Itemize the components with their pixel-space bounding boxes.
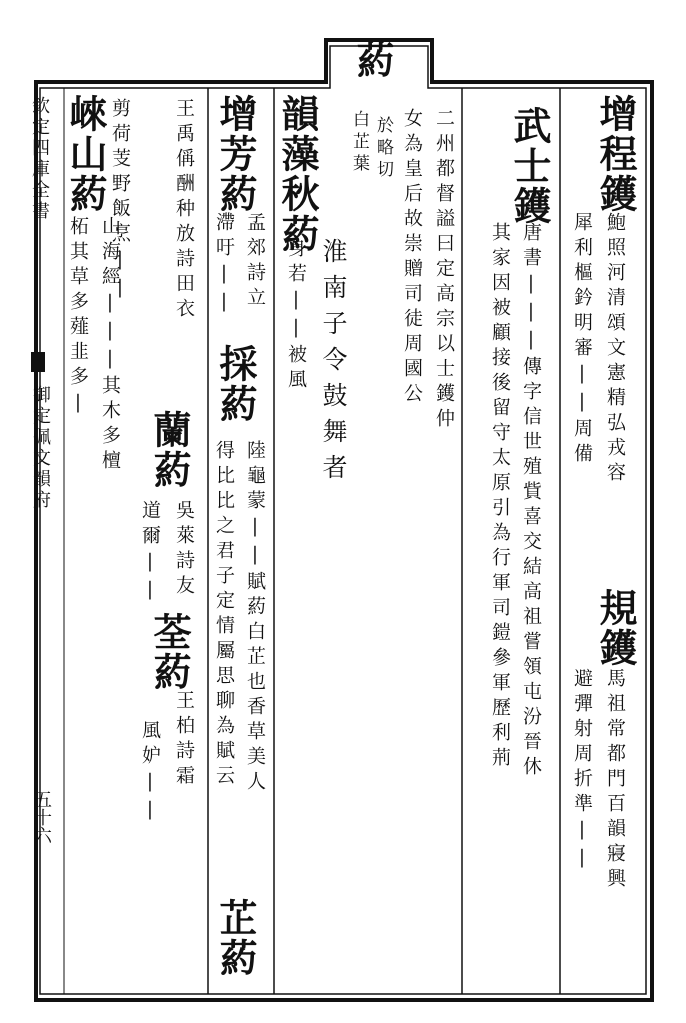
entry-headword: 荃葯	[147, 612, 192, 692]
entry-text: 道爾||	[139, 500, 161, 606]
entry-text: 其家因被顧接後留守太原引為行軍司鎧參軍歷利荊	[489, 222, 511, 772]
entry-headword: 增程鑊	[593, 94, 638, 214]
entry-text: 王禹偁酬种放詩田衣	[173, 98, 195, 323]
entry-text: 淮南子令鼓舞者	[319, 238, 348, 490]
fold-mark	[31, 352, 45, 372]
entry-text: 唐書|||傳字信世殖貲喜交結高祖嘗領屯汾晉休	[520, 222, 542, 781]
entry-text: 馬祖常都門百韻寢興	[604, 668, 626, 893]
entry-text: 犀利樞鈐明審||周備	[571, 212, 593, 468]
entry-text: 風妒||	[139, 720, 161, 826]
entry-headword: 芷葯	[213, 898, 258, 978]
entry-text: 陸龜蒙||賦葯白芷也香草美人	[244, 440, 266, 796]
entry-headword: 崍山葯	[63, 94, 108, 214]
volume-title: 御定佩文韻府	[30, 385, 51, 511]
entry-text: 吳萊詩友	[173, 500, 195, 600]
entry-text: 得比比之君子定情屬思聊為賦云	[213, 440, 235, 790]
entry-text: 女為皇后故崇贈司徒周國公	[401, 108, 423, 408]
headword-gloss: 白芷葉	[349, 110, 369, 176]
page-number: 五十六	[31, 790, 52, 844]
entry-text: 山海經|||其木多檀	[99, 216, 121, 475]
entry-text: 二州都督謚曰定高宗以士鑊仲	[433, 108, 455, 433]
entry-text: 柘其草多薤韭多|	[67, 216, 89, 419]
entry-headword: 韻藻秋葯	[275, 94, 320, 254]
entry-text: 王柏詩霜	[173, 690, 195, 790]
book-title: 欽定四庫全書	[29, 96, 50, 222]
headword: 葯	[350, 40, 395, 78]
entry-headword: 武士鑊	[507, 106, 552, 226]
entry-headword: 增芳葯	[213, 94, 258, 214]
entry-text: 滯吁||	[213, 212, 235, 318]
entry-text: 鮑照河清頌文憲精弘戎容	[604, 212, 626, 487]
headword-reading: 於略切	[373, 116, 393, 182]
entry-text: 身若||被風	[285, 238, 307, 394]
entry-text: 剪荷芰野飯烹||	[109, 98, 131, 304]
entry-headword: 採葯	[213, 344, 258, 424]
entry-text: 避彈射周折準||	[571, 668, 593, 874]
entry-headword: 蘭葯	[147, 410, 192, 490]
entry-text: 孟郊詩立	[244, 212, 266, 312]
entry-headword: 規鑊	[593, 588, 638, 668]
